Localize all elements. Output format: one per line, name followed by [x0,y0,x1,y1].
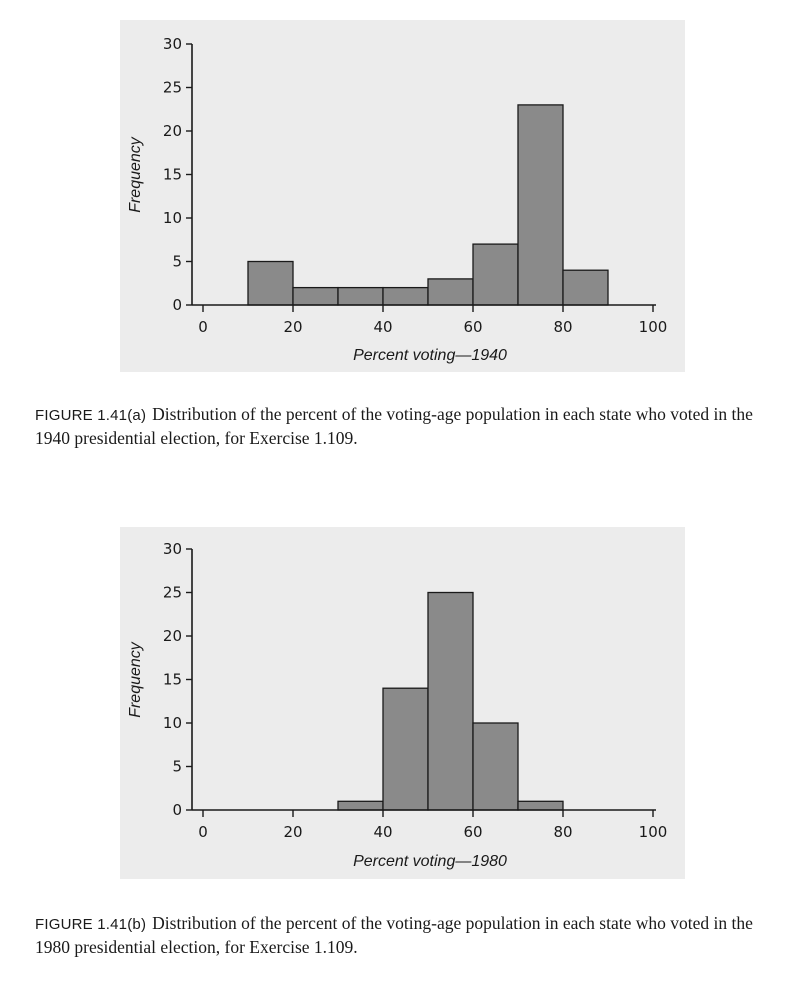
y-tick-label: 25 [162,583,182,602]
histogram-bar [293,288,338,305]
histogram-bar [518,801,563,810]
y-axis-title: Frequency [127,642,144,718]
y-tick-label: 5 [172,252,182,271]
histogram-bar [518,105,563,305]
histogram-bar [473,723,518,810]
x-axis-title: Percent voting—1980 [353,853,507,870]
y-tick-label: 30 [162,540,182,558]
x-tick-label: 20 [283,823,303,841]
histogram-bar [338,288,383,305]
y-tick-label: 20 [162,122,182,140]
histogram-bar [338,801,383,810]
x-tick-label: 40 [373,823,393,841]
figure-label-a: FIGURE 1.41(a) [35,407,147,424]
x-tick-label: 100 [638,318,668,336]
x-tick-label: 0 [198,318,208,336]
y-tick-label: 15 [162,670,182,689]
y-tick-label: 10 [162,209,182,227]
figure-caption-b [35,912,775,958]
x-axis-title: Percent voting—1940 [353,347,507,364]
y-tick-label: 10 [162,714,182,732]
x-tick-label: 80 [553,823,573,841]
x-tick-label: 100 [638,823,668,841]
histogram-bar [428,593,473,811]
figure-label-b: FIGURE 1.41(b) [35,916,147,933]
figure-caption-text-b: Distribution of the percent of the voting-age population in each state who voted in the 1980 presidential election, for Exercise 1.109. [35,913,753,957]
y-tick-label: 0 [172,296,182,314]
histogram-bar [473,244,518,305]
x-tick-label: 0 [198,823,208,841]
histogram-bar [383,288,428,305]
figure-caption-text-a: Distribution of the percent of the voting-age population in each state who voted in the 1940 presidential election, for Exercise 1.109. [35,404,753,448]
y-tick-label: 15 [162,165,182,184]
y-tick-label: 25 [162,78,182,97]
y-tick-label: 0 [172,801,182,819]
x-tick-label: 80 [553,318,573,336]
x-tick-label: 20 [283,318,303,336]
histogram-bar [563,270,608,305]
histogram-bar [383,688,428,810]
y-axis-title: Frequency [127,137,144,213]
figure-caption-a [35,403,775,449]
x-tick-label: 60 [463,318,483,336]
x-tick-label: 60 [463,823,483,841]
histogram-bar [428,279,473,305]
y-tick-label: 20 [162,627,182,645]
y-tick-label: 30 [162,35,182,53]
histogram-bar [248,262,293,306]
y-tick-label: 5 [172,757,182,776]
x-tick-label: 40 [373,318,393,336]
